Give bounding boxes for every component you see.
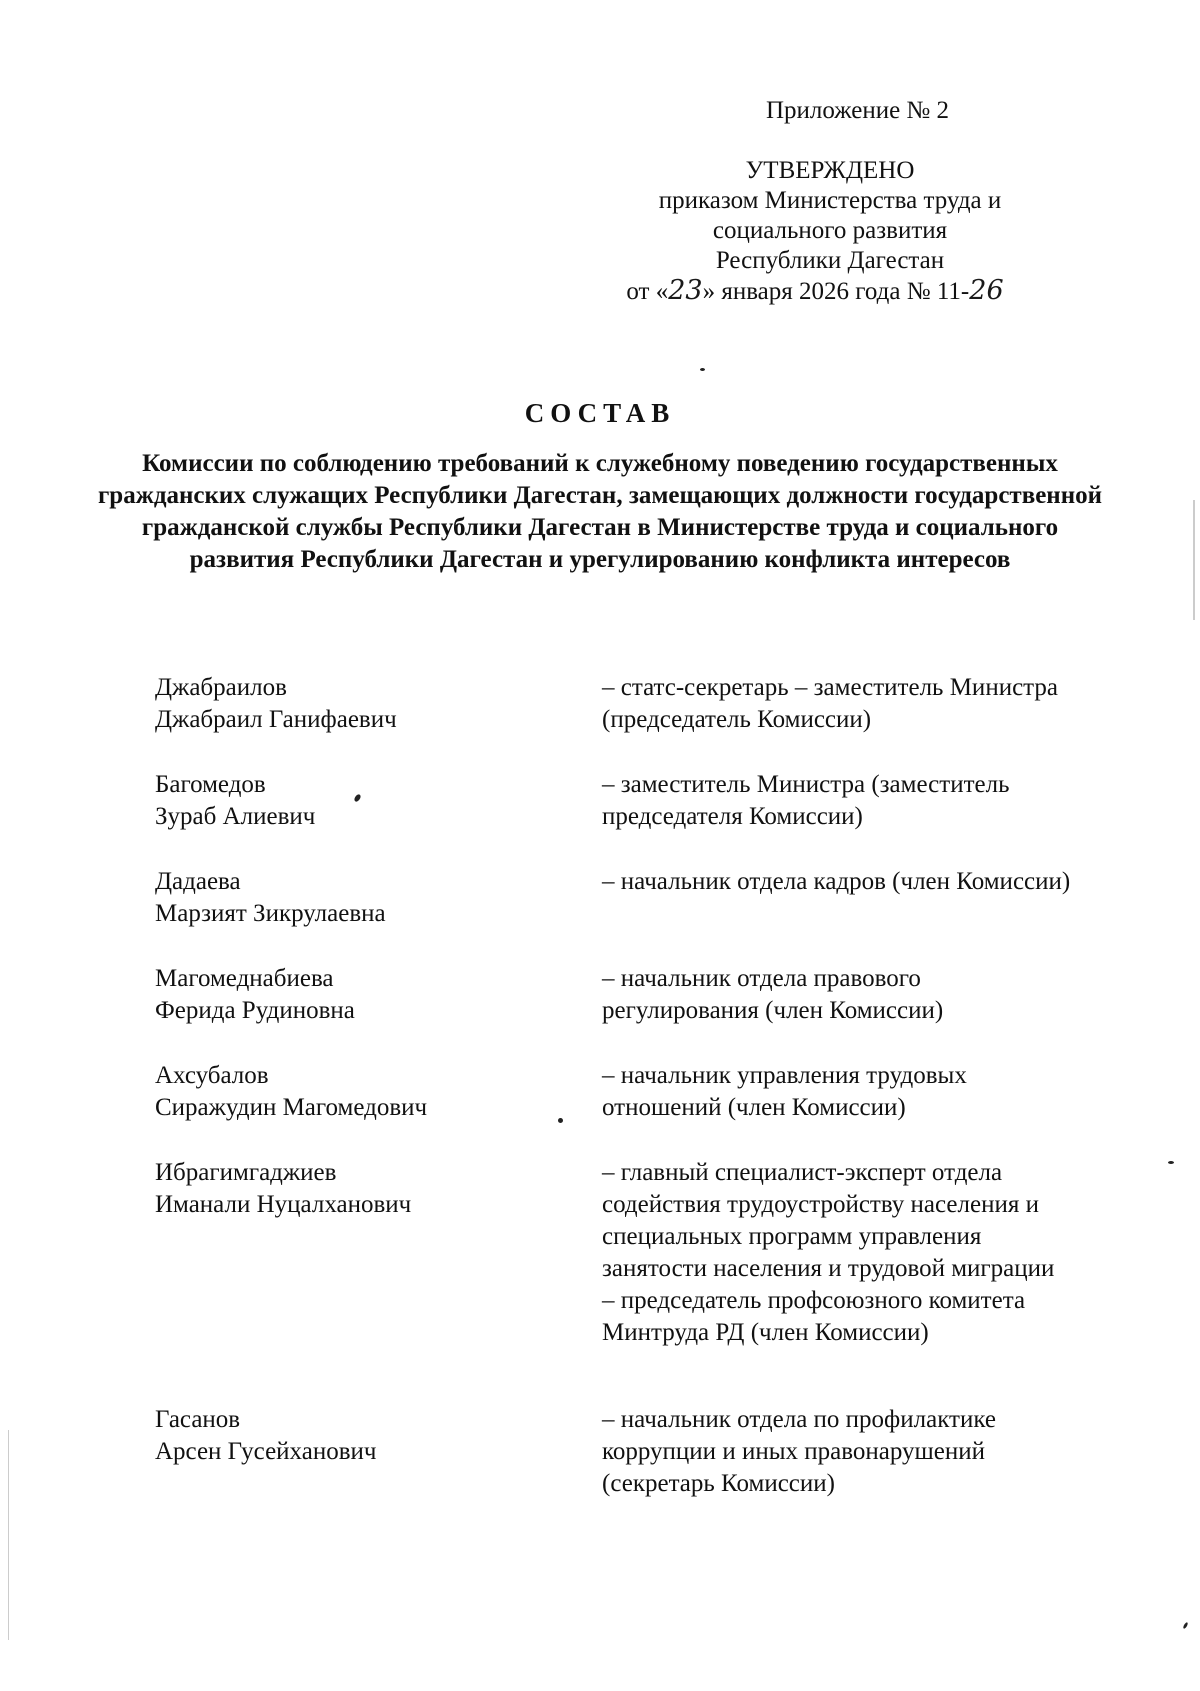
date-prefix: от « (626, 278, 669, 305)
scan-edge-line (1193, 500, 1195, 620)
approval-text (600, 156, 1060, 307)
member-row (155, 1157, 1075, 1349)
scan-speck (700, 368, 705, 371)
member-role: – статс-секретарь – заместитель Министра (председатель Комиссии) (602, 674, 1058, 733)
member-role: – заместитель Министра (заместитель председателя Комиссии) (602, 771, 1010, 830)
member-name (155, 769, 602, 833)
member-given-names: Марзият Зикрулаевна (155, 900, 386, 927)
member-role: – начальник отдела по профилактике коррупции и иных правонарушений (секретарь Комиссии) (602, 1406, 996, 1497)
scan-speck (558, 1118, 563, 1123)
member-given-names: Сиражудин Магомедович (155, 1094, 428, 1121)
member-row (155, 866, 1075, 930)
member-row (155, 1060, 1075, 1124)
member-name (155, 1404, 602, 1500)
document-subtitle: Комиссии по соблюдению требований к служебному поведению государственных гражданских служащих Республики Дагестан, замещающих должности государственной гражданской службы Республики Дагестан в Министерстве труда и социального развития Республики Дагестан и урегулированию конфликта интересов (97, 450, 1103, 573)
member-name (155, 1157, 602, 1349)
member-name (155, 963, 602, 1027)
order-line-2: социального развития (712, 217, 948, 244)
member-role: – начальник управления трудовых отношений (член Комиссии) (602, 1062, 967, 1121)
member-surname: Магомеднабиева (155, 965, 334, 992)
member-role: – начальник отдела правового регулирования (член Комиссии) (602, 965, 944, 1024)
member-given-names: Зураб Алиевич (155, 803, 316, 830)
handwritten-order-number: 26 (969, 275, 1004, 306)
member-surname: Гасанов (155, 1406, 241, 1433)
member-role: – начальник отдела кадров (член Комиссии) (602, 868, 1071, 895)
order-line-3: Республики Дагестан (715, 247, 945, 274)
member-given-names: Иманали Нуцалханович (155, 1191, 412, 1218)
approved-label: УТВЕРЖДЕНО (745, 157, 915, 184)
scan-edge-line (8, 1430, 9, 1640)
order-date-line (570, 276, 1060, 307)
member-row (155, 672, 1075, 736)
annex-label: Приложение № 2 (766, 97, 950, 124)
member-surname: Багомедов (155, 771, 266, 798)
member-name (155, 866, 602, 930)
date-middle: » января 2026 года № 11- (702, 278, 970, 305)
scan-speck (1168, 1161, 1174, 1164)
member-surname: Джабраилов (155, 674, 287, 701)
member-name (155, 1060, 602, 1124)
document-title: СОСТАВ (524, 398, 676, 428)
member-row (155, 963, 1075, 1027)
scan-speck (1182, 1622, 1188, 1630)
order-line-1: приказом Министерства труда и (658, 187, 1002, 214)
member-row (155, 769, 1075, 833)
member-given-names: Арсен Гусейханович (155, 1438, 377, 1465)
member-row (155, 1404, 1075, 1500)
member-given-names: Джабраил Ганифаевич (155, 706, 397, 733)
member-surname: Ибрагимгаджиев (155, 1159, 337, 1186)
member-surname: Дадаева (155, 868, 241, 895)
member-surname: Ахсубалов (155, 1062, 269, 1089)
member-given-names: Ферида Рудиновна (155, 997, 355, 1024)
handwritten-day: 23 (668, 275, 703, 306)
member-role: – главный специалист-эксперт отдела содействия трудоустройству населения и специальных программ управления занятости населения и трудовой миграции – председатель профсоюзного комитета Минтруда РД (член Комиссии) (602, 1159, 1055, 1346)
member-name (155, 672, 602, 736)
commission-members-list (155, 672, 1075, 1533)
